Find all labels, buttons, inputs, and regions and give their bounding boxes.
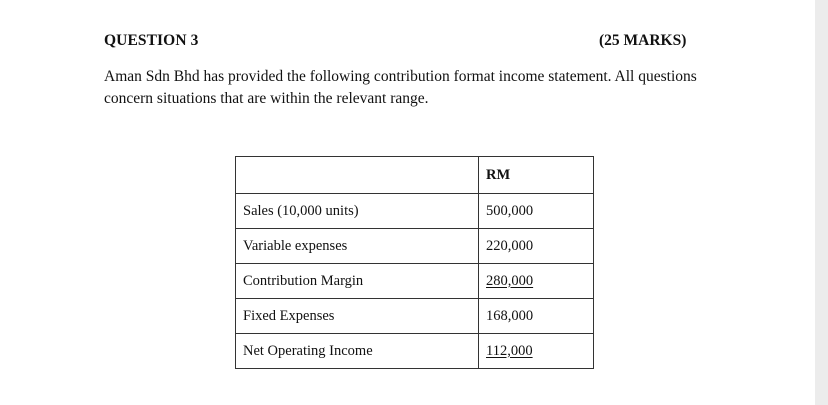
row-label-net-operating-income: Net Operating Income	[236, 334, 479, 369]
row-amount-variable-expenses: 220,000	[479, 229, 594, 264]
row-amount-net-operating-income: 112,000	[486, 342, 533, 359]
table-row	[236, 194, 594, 229]
row-amount-contribution-margin: 280,000	[486, 272, 534, 289]
row-label-variable-expenses: Variable expenses	[236, 229, 479, 264]
income-statement-table	[235, 156, 594, 369]
row-label-sales: Sales (10,000 units)	[236, 194, 479, 229]
table-row	[236, 229, 594, 264]
intro-line-1: Aman Sdn Bhd has provided the following contribution format income statement. All questions	[104, 68, 697, 85]
row-amount-cell-contribution-margin	[479, 264, 594, 299]
intro-line-2: concern situations that are within the relevant range.	[104, 90, 429, 107]
table-row	[236, 299, 594, 334]
question-marks: (25 MARKS)	[599, 32, 687, 49]
row-label-contribution-margin: Contribution Margin	[236, 264, 479, 299]
table-row	[236, 264, 594, 299]
question-title: QUESTION 3	[104, 32, 199, 49]
row-amount-sales: 500,000	[479, 194, 594, 229]
header-amount-cell: RM	[479, 157, 594, 194]
page-edge-strip	[815, 0, 828, 405]
header-label-cell	[236, 157, 479, 194]
intro-paragraph	[104, 66, 744, 110]
table-header-row	[236, 157, 594, 194]
row-label-fixed-expenses: Fixed Expenses	[236, 299, 479, 334]
table-row	[236, 334, 594, 369]
row-amount-fixed-expenses: 168,000	[479, 299, 594, 334]
row-amount-cell-net-operating-income	[479, 334, 594, 369]
